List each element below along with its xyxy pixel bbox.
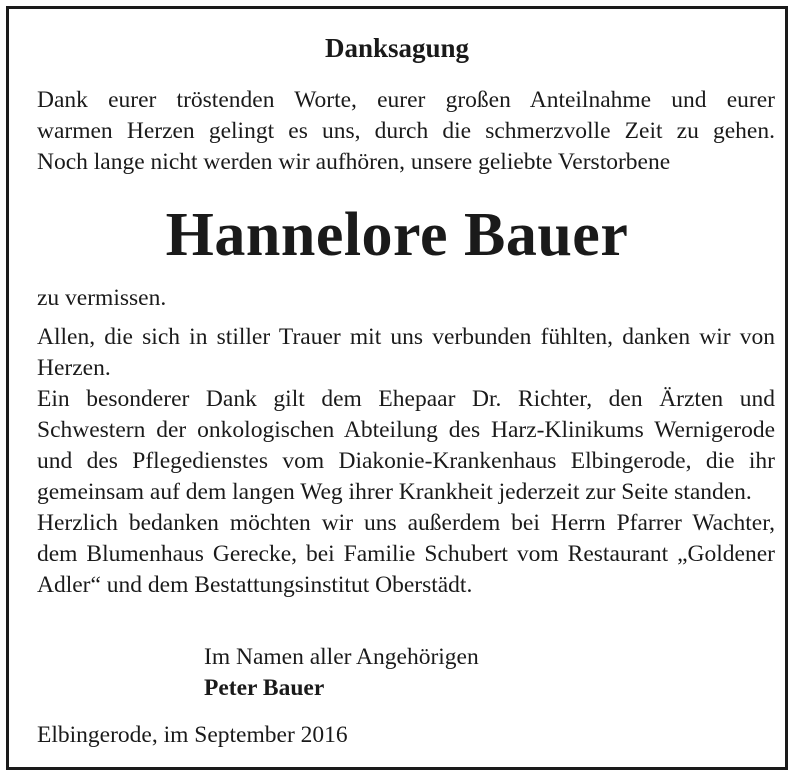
thanks-text [37,322,775,601]
signature-block [204,642,479,704]
intro-line: warmen Herzen gelingt es uns, durch die schmerzvolle Zeit zu gehen. [37,118,775,144]
intro-line: Noch lange nicht werden wir aufhören, unsere geliebte Verstorbene [37,149,671,175]
place-date: Elbingerode, im September 2016 [37,722,348,748]
thanks-paragraph: Ein besonderer Dank gilt dem Ehepaar Dr. Richter, den Ärzten und Schwestern der onkologischen Abteilung des Harz-Klinikums Wernigerode und des Pflegedienstes vom Diakonie-Krankenhaus Elbingerode, die ihr gemeinsam auf dem langen Weg ihrer Krankheit jederzeit zur Seite standen. [37,386,775,505]
thanks-paragraph: Herzlich bedanken möchten wir uns außerdem bei Herrn Pfarrer Wachter, dem Blumenhaus Gerecke, bei Familie Schubert vom Restaurant „Goldener Adler“ und dem Bestattungsinstitut Oberstädt. [37,510,775,598]
intro-line: Dank eurer tröstenden Worte, eurer großen Anteilnahme und eurer [37,87,775,113]
signature-intro: Im Namen aller Angehörigen [204,644,479,670]
deceased-name: Hannelore Bauer [165,201,629,269]
thanks-paragraph: Allen, die sich in stiller Trauer mit uns verbunden fühlten, danken wir von Herzen. [37,324,775,381]
signer-name: Peter Bauer [204,675,325,701]
intro-text [37,85,775,178]
notice-title: Danksagung [324,33,470,63]
obituary-notice [6,6,788,770]
after-name-text: zu vermissen. [37,285,167,311]
